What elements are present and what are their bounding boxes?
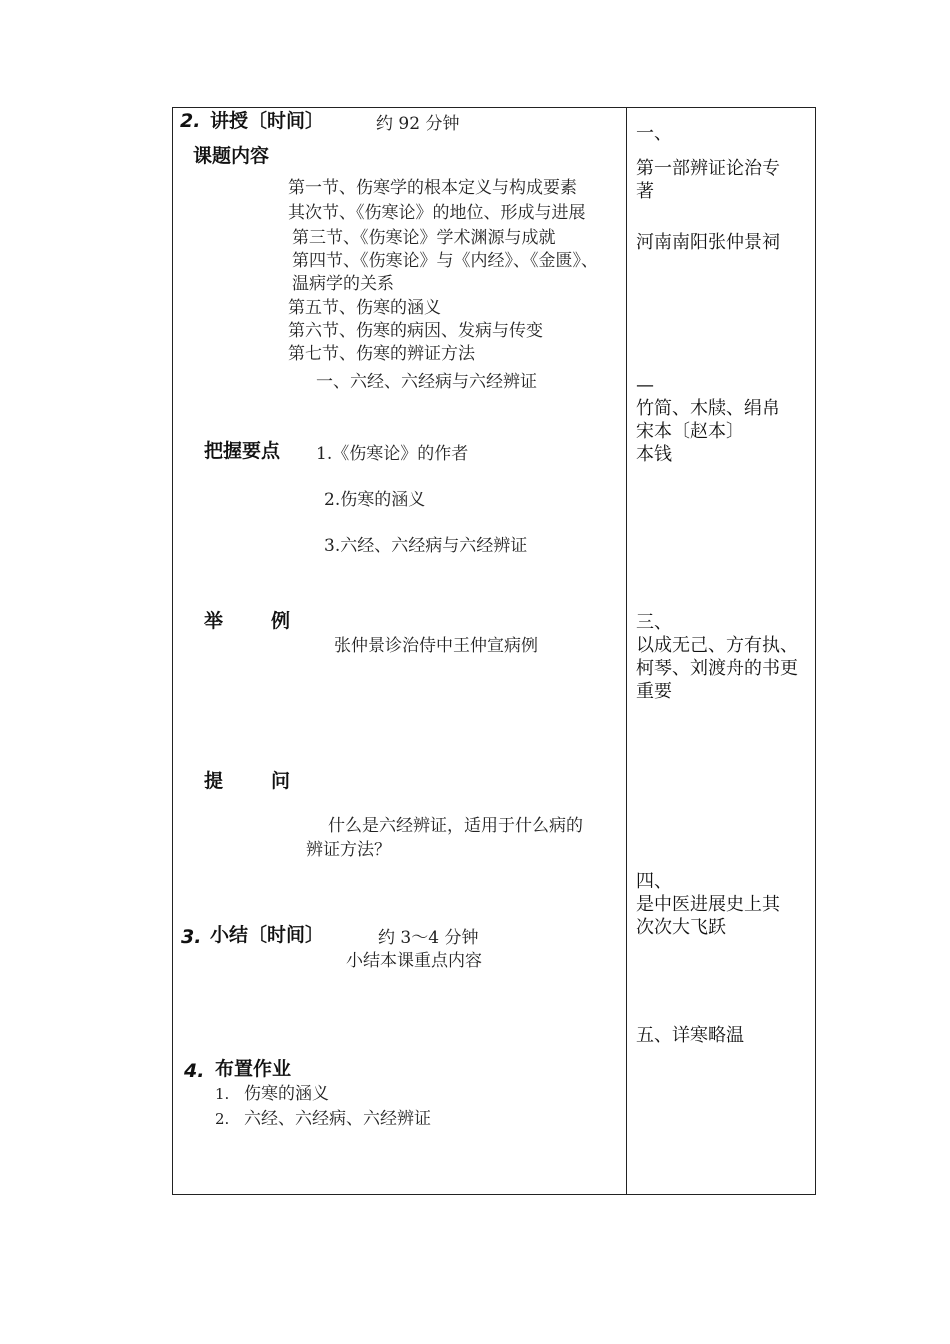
homework-item-1-number: 1. bbox=[215, 1085, 230, 1103]
section-line-8: 第七节、伤寒的辨证方法 bbox=[288, 344, 475, 364]
section-3-time: 约 3～4 分钟 bbox=[378, 928, 479, 948]
homework-item-2-text: 六经、六经病、六经辨证 bbox=[244, 1109, 431, 1129]
section-line-7: 第六节、伤寒的病因、发病与传变 bbox=[288, 321, 543, 341]
note-3-line-3: 重要 bbox=[636, 681, 672, 702]
note-2-number: — bbox=[636, 375, 654, 396]
note-1-extra: 河南南阳张仲景祠 bbox=[636, 232, 780, 253]
note-4-number: 四、 bbox=[636, 871, 672, 892]
keypoint-1: 1.《伤寒论》的作者 bbox=[316, 444, 469, 464]
section-2-time: 约 92 分钟 bbox=[376, 114, 460, 134]
note-3-line-1: 以成无己、方有执、 bbox=[636, 635, 798, 656]
keypoints-heading: 把握要点 bbox=[204, 440, 281, 462]
section-3-text: 小结本课重点内容 bbox=[346, 951, 482, 971]
note-3-line-2: 柯琴、刘渡舟的书更 bbox=[636, 658, 798, 679]
section-subline-1: 一、六经、六经病与六经辨证 bbox=[316, 372, 537, 392]
example-heading-char-2: 例 bbox=[271, 610, 291, 632]
section-4-title: 布置作业 bbox=[215, 1058, 292, 1080]
section-line-4: 第四节、《伤寒论》与《内经》、《金匮》、 bbox=[292, 251, 598, 271]
section-line-2: 其次节、《伤寒论》的地位、形成与进展 bbox=[288, 203, 586, 223]
homework-item-2-number: 2. bbox=[215, 1110, 230, 1128]
example-text: 张仲景诊治侍中王仲宣病例 bbox=[334, 636, 538, 656]
homework-item-1-text: 伤寒的涵义 bbox=[244, 1084, 329, 1104]
section-3-number: 3. bbox=[181, 926, 202, 948]
note-2-line-2: 宋本〔赵本〕 bbox=[636, 421, 744, 442]
note-2-line-3: 本钱 bbox=[636, 444, 672, 465]
question-text-line-1: 什么是六经辨证，适用于什么病的 bbox=[328, 816, 583, 836]
section-2-number: 2. bbox=[180, 110, 201, 132]
column-divider bbox=[626, 107, 627, 1195]
content-heading: 课题内容 bbox=[193, 145, 270, 167]
keypoint-2: 2.伤寒的涵义 bbox=[324, 490, 426, 510]
section-line-5: 温病学的关系 bbox=[292, 274, 394, 294]
example-heading-char-1: 举 bbox=[204, 610, 224, 632]
note-1-line-1: 第一部辨证论治专 bbox=[636, 158, 780, 179]
section-line-1: 第一节、伤寒学的根本定义与构成要素 bbox=[288, 178, 577, 198]
question-heading-char-2: 问 bbox=[271, 770, 291, 792]
section-4-number: 4. bbox=[184, 1060, 205, 1082]
note-5: 五、详寒略温 bbox=[636, 1025, 744, 1046]
note-2-line-1: 竹简、木牍、绢帛 bbox=[636, 398, 780, 419]
section-2-title: 讲授〔时间〕 bbox=[210, 110, 325, 132]
note-1-number: 一、 bbox=[636, 123, 672, 144]
section-line-6: 第五节、伤寒的涵义 bbox=[288, 298, 441, 318]
note-3-number: 三、 bbox=[636, 612, 672, 633]
note-4-line-2: 次次大飞跃 bbox=[636, 917, 726, 938]
question-heading-char-1: 提 bbox=[204, 770, 224, 792]
section-line-3: 第三节、《伤寒论》学术渊源与成就 bbox=[292, 228, 556, 248]
section-3-title: 小结〔时间〕 bbox=[210, 924, 325, 946]
keypoint-3: 3.六经、六经病与六经辨证 bbox=[324, 536, 528, 556]
question-text-line-2: 辨证方法？ bbox=[306, 840, 391, 860]
note-1-line-2: 著 bbox=[636, 181, 654, 202]
note-4-line-1: 是中医进展史上其 bbox=[636, 894, 780, 915]
